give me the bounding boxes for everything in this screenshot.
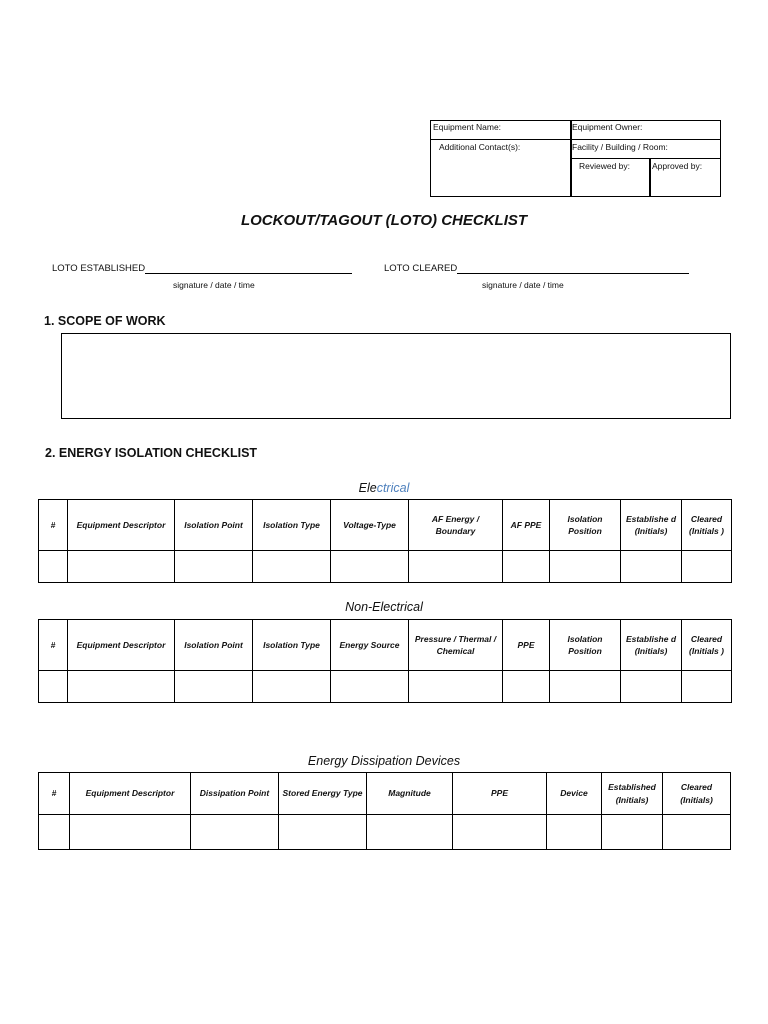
table-cell[interactable] xyxy=(663,815,731,850)
table-header-row xyxy=(39,500,732,551)
column-header: Pressure / Thermal / Chemical xyxy=(409,620,503,671)
table-cell[interactable] xyxy=(70,815,191,850)
table-header-row xyxy=(39,773,731,815)
page-title: LOCKOUT/TAGOUT (LOTO) CHECKLIST xyxy=(240,212,528,229)
column-header: Isolation Type xyxy=(253,500,331,551)
equipment-name-field[interactable] xyxy=(431,121,571,140)
facility-label: Facility / Building / Room: xyxy=(572,142,668,152)
table-row xyxy=(39,815,731,850)
column-header: Energy Source xyxy=(331,620,409,671)
table-cell[interactable] xyxy=(68,551,175,583)
table-header-row xyxy=(39,620,732,671)
column-header: Isolation Type xyxy=(253,620,331,671)
table-cell[interactable] xyxy=(682,551,732,583)
column-header: PPE xyxy=(453,773,547,815)
column-header: Isolation Position xyxy=(550,500,621,551)
column-header: Equipment Descriptor xyxy=(68,620,175,671)
table-cell[interactable] xyxy=(409,671,503,703)
table-cell[interactable] xyxy=(253,551,331,583)
dissipation-table xyxy=(38,772,731,850)
scope-of-work-textarea[interactable] xyxy=(61,333,731,419)
column-header: # xyxy=(39,620,68,671)
electrical-title-part1: Ele xyxy=(358,481,377,495)
table-cell[interactable] xyxy=(175,551,253,583)
column-header: Equipment Descriptor xyxy=(70,773,191,815)
equipment-owner-label: Equipment Owner: xyxy=(572,122,643,132)
electrical-title-part2: ctrical xyxy=(376,481,410,495)
column-header: Established (Initials) xyxy=(602,773,663,815)
column-header: Establishe d (Initials) xyxy=(621,620,682,671)
column-header: # xyxy=(39,773,70,815)
table-cell[interactable] xyxy=(39,551,68,583)
table-cell[interactable] xyxy=(621,551,682,583)
reviewed-by-label: Reviewed by: xyxy=(579,161,631,171)
column-header: AF Energy / Boundary xyxy=(409,500,503,551)
column-header: Magnitude xyxy=(367,773,453,815)
column-header: Equipment Descriptor xyxy=(68,500,175,551)
loto-cleared-sub-label: signature / date / time xyxy=(482,280,564,290)
approved-by-label: Approved by: xyxy=(652,161,703,171)
column-header: Cleared (Initials ) xyxy=(682,620,732,671)
equipment-name-label: Equipment Name: xyxy=(433,122,502,132)
table-cell[interactable] xyxy=(503,671,550,703)
column-header: Cleared (Initials) xyxy=(663,773,731,815)
column-header: Isolation Point xyxy=(175,620,253,671)
additional-contacts-label: Additional Contact(s): xyxy=(439,142,521,152)
column-header: Voltage-Type xyxy=(331,500,409,551)
energy-isolation-heading: 2. ENERGY ISOLATION CHECKLIST xyxy=(45,446,258,460)
loto-established-sub-label: signature / date / time xyxy=(173,280,255,290)
equipment-info-box xyxy=(430,120,721,197)
divider xyxy=(570,158,721,159)
table-cell[interactable] xyxy=(253,671,331,703)
table-cell[interactable] xyxy=(39,815,70,850)
electrical-table xyxy=(38,499,732,583)
table-row xyxy=(39,551,732,583)
column-header: Establishe d (Initials) xyxy=(621,500,682,551)
column-header: Cleared (Initials ) xyxy=(682,500,732,551)
table-cell[interactable] xyxy=(279,815,367,850)
table-cell[interactable] xyxy=(453,815,547,850)
loto-cleared-signature-line[interactable] xyxy=(457,273,689,274)
table-cell[interactable] xyxy=(602,815,663,850)
loto-established-signature-line[interactable] xyxy=(145,273,352,274)
table-cell[interactable] xyxy=(547,815,602,850)
table-cell[interactable] xyxy=(331,671,409,703)
column-header: AF PPE xyxy=(503,500,550,551)
column-header: Device xyxy=(547,773,602,815)
dissipation-table-title: Energy Dissipation Devices xyxy=(307,754,461,768)
table-cell[interactable] xyxy=(367,815,453,850)
table-cell[interactable] xyxy=(550,551,621,583)
divider xyxy=(431,139,721,140)
column-header: Stored Energy Type xyxy=(279,773,367,815)
non-electrical-table xyxy=(38,619,732,703)
reviewed-by-field[interactable] xyxy=(577,160,651,172)
table-cell[interactable] xyxy=(682,671,732,703)
electrical-table-title xyxy=(0,481,768,495)
facility-field[interactable] xyxy=(570,141,720,153)
approved-by-field[interactable] xyxy=(650,160,720,172)
loto-established-label: LOTO ESTABLISHED xyxy=(52,263,146,274)
scope-of-work-heading: 1. SCOPE OF WORK xyxy=(44,314,166,328)
table-row xyxy=(39,671,732,703)
table-cell[interactable] xyxy=(191,815,279,850)
equipment-owner-field[interactable] xyxy=(570,121,720,140)
table-cell[interactable] xyxy=(68,671,175,703)
table-cell[interactable] xyxy=(550,671,621,703)
column-header: Isolation Point xyxy=(175,500,253,551)
table-cell[interactable] xyxy=(621,671,682,703)
table-cell[interactable] xyxy=(331,551,409,583)
table-cell[interactable] xyxy=(409,551,503,583)
additional-contacts-field[interactable] xyxy=(437,141,571,153)
column-header: Isolation Position xyxy=(550,620,621,671)
non-electrical-table-title: Non-Electrical xyxy=(345,600,423,614)
table-cell[interactable] xyxy=(39,671,68,703)
column-header: Dissipation Point xyxy=(191,773,279,815)
divider xyxy=(571,121,572,197)
table-cell[interactable] xyxy=(175,671,253,703)
loto-cleared-label: LOTO CLEARED xyxy=(384,263,458,274)
divider xyxy=(650,158,651,197)
column-header: # xyxy=(39,500,68,551)
column-header: PPE xyxy=(503,620,550,671)
table-cell[interactable] xyxy=(503,551,550,583)
